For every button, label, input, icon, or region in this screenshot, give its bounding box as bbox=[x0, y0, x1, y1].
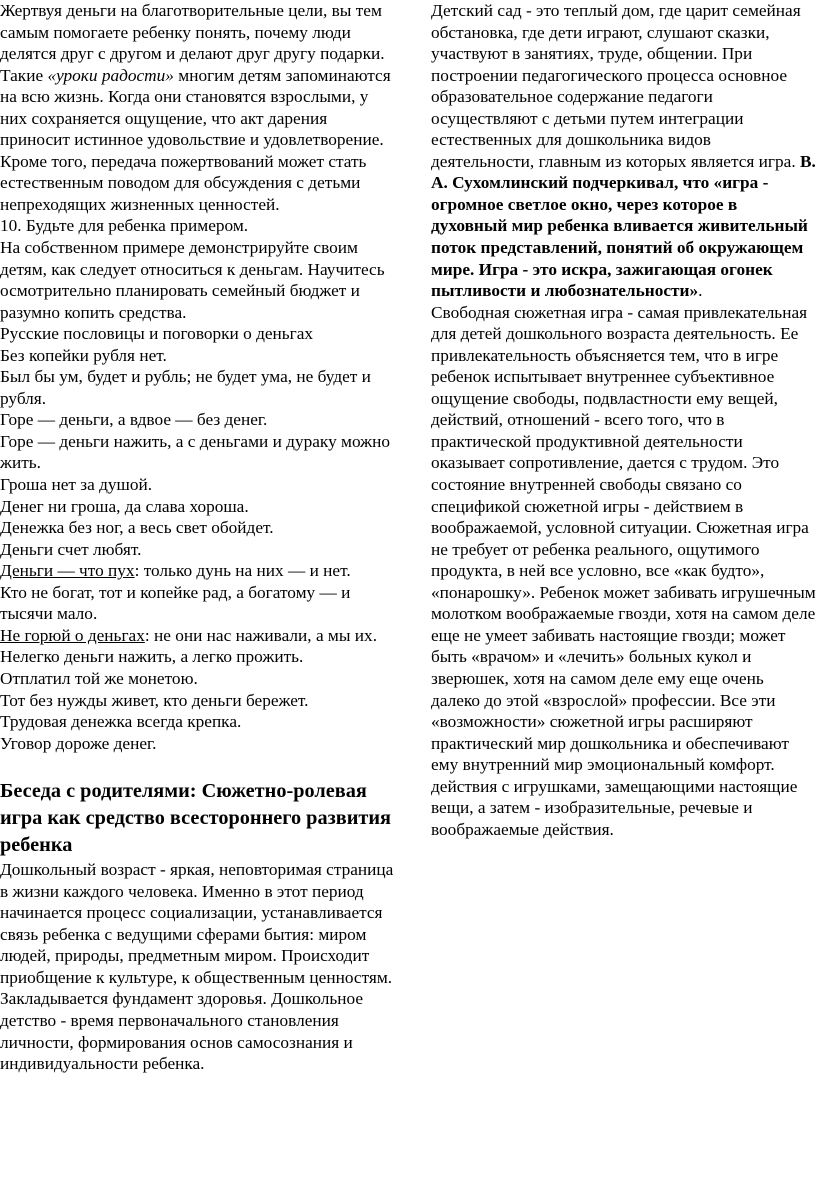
paragraph-free-play: Свободная сюжетная игра - самая привлекательная для детей дошкольного возраста деятельность. Ее привлекательность объясняется тем, что в игре ребенок испытывает внутреннее субъективное ощущение свободы, подвластности ему вещей, действий, отношений - всего того, что в практической продуктивной деятельности оказывает сопротивление, дается с трудом. Это состояние внутренней свободы связано со спецификой сюжетной игры - действием в воображаемой, условной ситуации. Сюжетная игра не требует от ребенка реального, ощутимого продукта, в ней все условно, все «как будто», «понарошку». Ребенок может забивать игрушечным молотком воображаемые гвозди, хотя на самом деле еще не умеет забивать настоящие гвозди; может быть «врачом» и «лечить» больных кукол и зверюшек, хотя на самом деле ему еще очень далеко до этой «взрослой» профессии. Все эти «возможности» сюжетной игры расширяют практический мир дошкольника и обеспечивают ему внутренний мир эмоциональный комфорт. bbox=[431, 302, 816, 775]
proverb-item: Горе — деньги нажить, а с деньгами и дураку можно жить. bbox=[0, 431, 391, 473]
tip-heading-10: 10. Будьте для ребенка примером. bbox=[0, 216, 249, 236]
paragraph-actions-with-toys: действия с игрушками, замещающими настоящие вещи, а затем - изобразительные, речевые и воображаемые действия. bbox=[431, 776, 798, 839]
proverbs-title: Русские пословицы и поговорки о деньгах bbox=[0, 324, 314, 344]
proverb-item: Трудовая денежка всегда крепка. bbox=[0, 712, 242, 732]
text-segment: Детский сад - это теплый дом, где царит семейная обстановка, где дети играют, слушают сказки, участвуют в занятиях, труде, общении. При построении педагогического процесса основное образовательное содержание педагоги осуществляют с детьми путем интеграции естественных для дошкольника видов деятельности, главным из которых является игра. bbox=[431, 1, 801, 171]
proverb-item: Был бы ум, будет и рубль; не будет ума, не будет и рубля. bbox=[0, 367, 371, 408]
proverb-item bbox=[0, 560, 396, 582]
proverb-underlined: Деньги — что пух bbox=[0, 561, 135, 581]
quote-sukhomlinsky: В. А. Сухомлинский подчеркивал, что «игра - огромное светлое окно, через которое в духовный мир ребенка вливается живительный поток представлений, понятий об окружающем мире. Игра - это искра, зажигающая огонек пытливости и любознательности» bbox=[431, 151, 816, 301]
proverb-item: Отплатил той же монетою. bbox=[0, 668, 198, 688]
left-column bbox=[0, 0, 396, 1075]
paragraph-charity: Жертвуя деньги на благотворительные цели, вы тем самым помогаете ребенку понять, почему люди делятся друг с другом и делают друг другу подарки. bbox=[0, 1, 385, 64]
proverb-item: Денежка без ног, а весь свет обойдет. bbox=[0, 518, 274, 538]
right-column bbox=[431, 0, 816, 840]
section-heading: Беседа с родителями: Сюжетно-ролевая игра как средство всестороннего развития ребенка bbox=[0, 780, 391, 857]
text-segment: многим детям запоминаются на всю жизнь. Когда они становятся взрослыми, у них сохраняется ощущение, что акт дарения приносит истинное удовольствие и удовлетворение. bbox=[0, 65, 391, 150]
paragraph-own-example: На собственном примере демонстрируйте своим детям, как следует относиться к деньгам. Научитесь осмотрительно планировать семейный бюджет и разумно копить средства. bbox=[0, 238, 385, 322]
proverb-underlined: Не горюй о деньгах bbox=[0, 625, 145, 645]
proverb-item: Уговор дороже денег. bbox=[0, 733, 157, 753]
emphasis-lessons-of-joy: «уроки радости» bbox=[47, 65, 174, 85]
proverb-item: Кто не богат, тот и копейке рад, а богатому — и тысячи мало. bbox=[0, 582, 351, 624]
proverb-item: Тот без нужды живет, кто деньги бережет. bbox=[0, 690, 309, 710]
proverb-item: Деньги счет любят. bbox=[0, 539, 142, 559]
paragraph-preschool-age: Дошкольный возраст - яркая, неповторимая страница в жизни каждого человека. Именно в этот период начинается процесс социализации, устанавливается связь ребенка с ведущими сферами бытия: миром людей, природы, предметным миром. Происходит приобщение к культуре, к общественным ценностям. Закладывается фундамент здоровья. Дошкольное детство - время первоначального становления личности, формирования основ самосознания и индивидуальности ребенка. bbox=[0, 860, 394, 1074]
proverb-item: Без копейки рубля нет. bbox=[0, 345, 167, 365]
text-segment: : только дунь на них — и нет. bbox=[134, 561, 351, 581]
text-segment: . bbox=[698, 281, 703, 301]
paragraph-kindergarten bbox=[431, 0, 816, 302]
proverb-item: Нелегко деньги нажить, а легко прожить. bbox=[0, 647, 304, 667]
proverb-item: Горе — деньги, а вдвое — без денег. bbox=[0, 410, 268, 430]
proverb-item: Денег ни гроша, да слава хороша. bbox=[0, 496, 249, 516]
proverb-item: Гроша нет за душой. bbox=[0, 475, 153, 495]
paragraph-lessons-of-joy bbox=[0, 65, 396, 151]
text-segment: Такие bbox=[0, 65, 48, 85]
text-segment: : не они нас наживали, а мы их. bbox=[144, 625, 378, 645]
paragraph-donations: Кроме того, передача пожертвований может стать естественным поводом для обсуждения с детьми непреходящих жизненных ценностей. bbox=[0, 151, 367, 214]
proverb-item bbox=[0, 625, 396, 647]
